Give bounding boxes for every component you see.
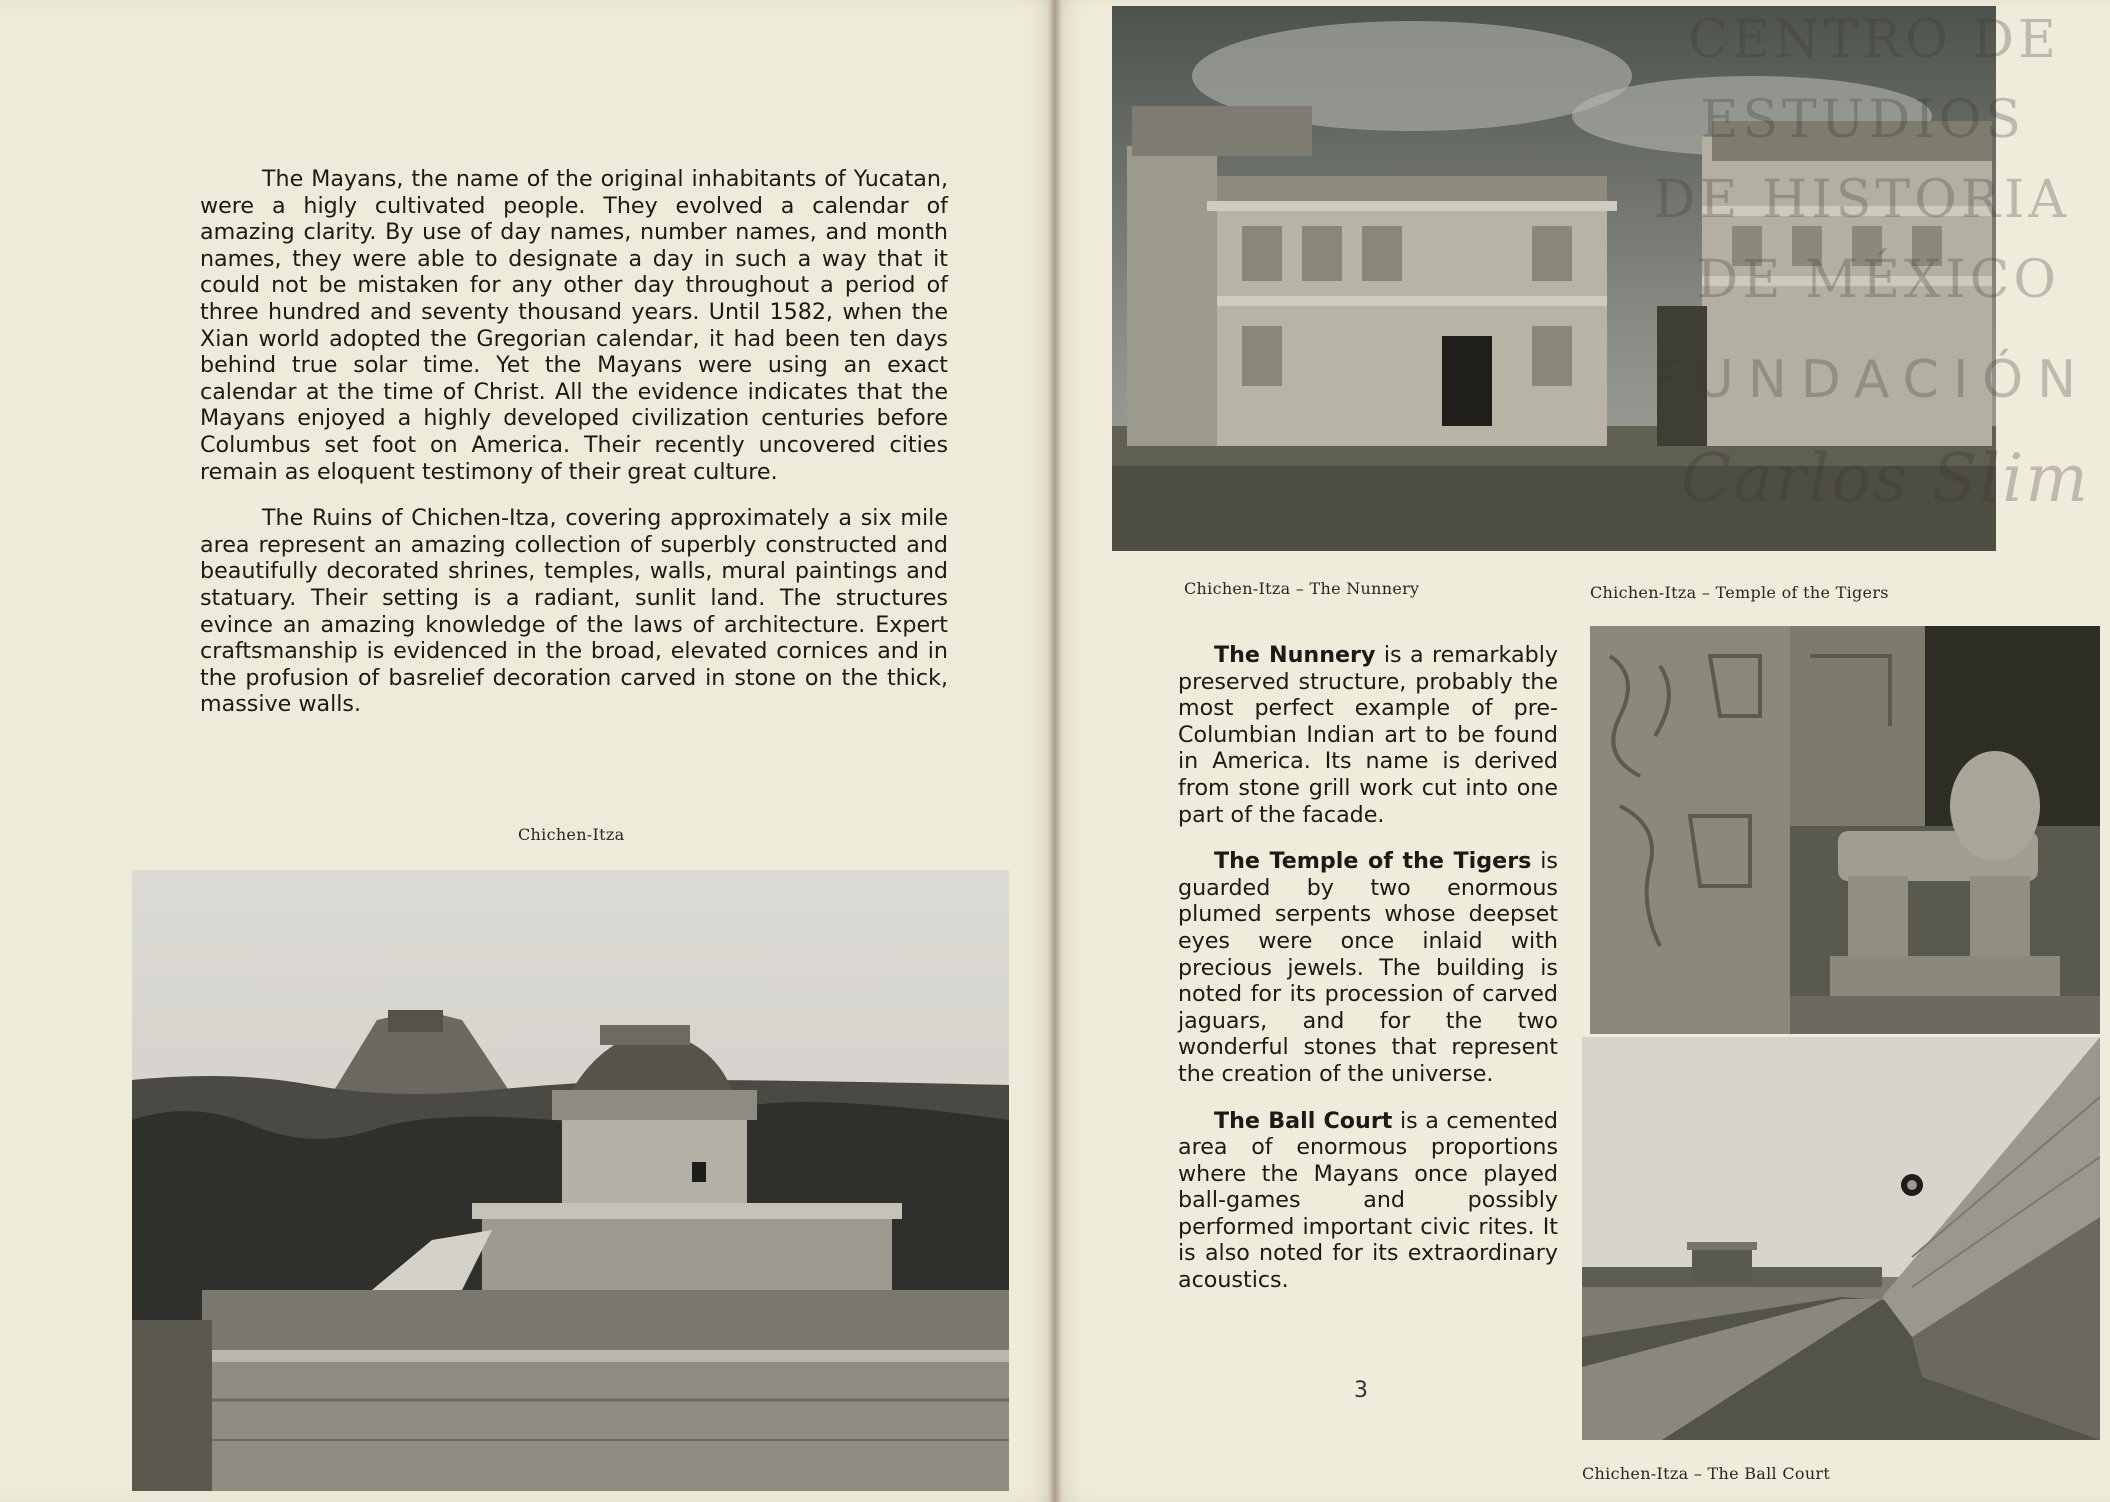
nunnery-paragraph bbox=[1178, 642, 1558, 828]
caption-nunnery: Chichen-Itza – The Nunnery bbox=[1184, 579, 1420, 598]
watermark-line-4: DE MÉXICO bbox=[1696, 250, 2060, 310]
tigers-paragraph bbox=[1178, 848, 1558, 1087]
ballcourt-image bbox=[1582, 1037, 2100, 1440]
watermark bbox=[1651, 10, 2100, 530]
caption-chichen-itza: Chichen-Itza bbox=[518, 825, 625, 844]
observatory-image bbox=[132, 870, 1009, 1491]
paragraph-ruins: The Ruins of Chichen-Itza, covering approximately a six mile area represent an amazing collection of superbly constructed and beautifully decorated shrines, temples, walls, mural paintings and statuary. Their setting is a radiant, sunlit land. The structures evince an amazing knowledge of the laws of architecture. Expert craftsmanship is evidenced in the broad, elevated cornices and in the profusion of basrelief decoration carved in stone on the thick, massive walls. bbox=[200, 505, 948, 718]
paragraph-mayans: The Mayans, the name of the original inhabitants of Yucatan, were a higly cultivated people. They evolved a calendar of amazing clarity. By use of day names, number names, and month names, they were able to designate a day in such a way that it could not be mistaken for any other day throughout a period of three hundred and seventy thousand years. Until 1582, when the Xian world adopted the Gregorian calendar, it had been ten days behind true solar time. Yet the Mayans were using an exact calendar at the time of Christ. All the evidence indicates that the Mayans enjoyed a highly developed civilization centuries before Columbus set foot on America. Their recently uncovered cities remain as eloquent testimony of their great culture. bbox=[200, 166, 948, 485]
book-gutter bbox=[1048, 0, 1062, 1502]
caption-tigers: Chichen-Itza – Temple of the Tigers bbox=[1590, 583, 1889, 602]
nunnery-text: is a remarkably preserved structure, probably the most perfect example of pre-Columbian Indian art to be found in America. Its name is derived from stone grill work cut into one part of the facade. bbox=[1178, 642, 1558, 828]
page-number: 3 bbox=[1354, 1378, 1368, 1403]
caption-ball-court: Chichen-Itza – The Ball Court bbox=[1582, 1464, 1831, 1483]
ballcourt-title: The Ball Court bbox=[1214, 1107, 1393, 1134]
watermark-line-3: DE HISTORIA bbox=[1653, 170, 2070, 230]
nunnery-title: The Nunnery bbox=[1214, 642, 1376, 668]
watermark-line-5: FUNDACIÓN bbox=[1651, 350, 2090, 410]
photo-temple-of-tigers bbox=[1590, 626, 2100, 1034]
intro-text bbox=[200, 166, 948, 718]
tigers-title: The Temple of the Tigers bbox=[1214, 848, 1532, 875]
watermark-line-1: CENTRO DE bbox=[1688, 10, 2060, 70]
photo-ball-court bbox=[1582, 1037, 2100, 1440]
watermark-signature: Carlos Slim bbox=[1680, 440, 2090, 517]
photo-observatory bbox=[132, 870, 1009, 1491]
tigers-image bbox=[1590, 626, 2100, 1034]
ballcourt-paragraph bbox=[1178, 1108, 1558, 1294]
ballcourt-text: is a cemented area of enormous proportions where the Mayans once played ball-games and possibly performed important civic rites. It is also noted for its extraordinary acoustics. bbox=[1178, 1107, 1558, 1294]
tigers-text: is guarded by two enormous plumed serpents whose deepset eyes were once inlaid with precious jewels. The building is noted for its procession of carved jaguars, and for the two wonderful stones that represent the creation of the universe. bbox=[1178, 848, 1558, 1087]
descriptions-column bbox=[1178, 642, 1558, 1294]
watermark-line-2: ESTUDIOS bbox=[1700, 90, 2025, 150]
